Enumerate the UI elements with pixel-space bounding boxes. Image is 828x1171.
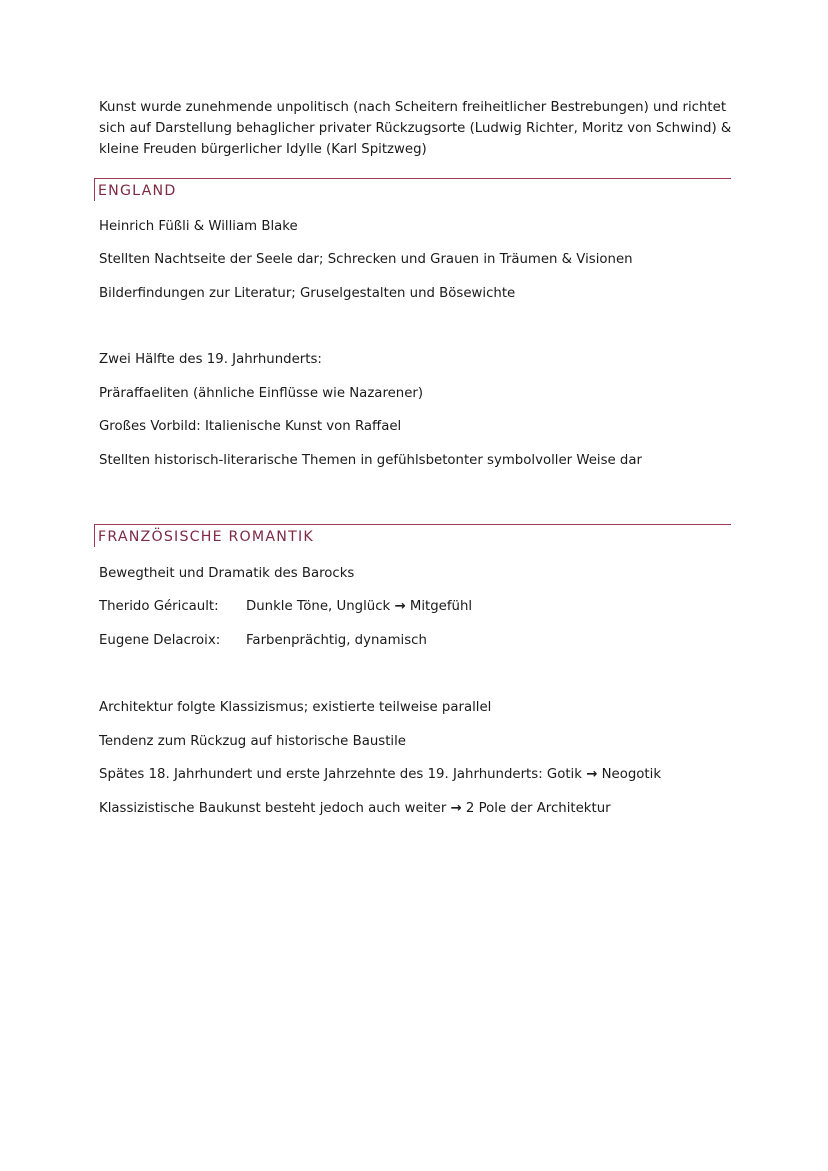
architecture-line-4 [99,800,611,818]
england-line-4: Zwei Hälfte des 19. Jahrhunderts: [99,352,322,367]
architecture-line-2: Tendenz zum Rückzug auf historische Baustile [99,734,406,749]
artist-row-gericault [99,598,472,616]
intro-paragraph: Kunst wurde zunehmende unpolitisch (nach Scheitern freiheitlicher Bestrebungen) und richtet sich auf Darstellung behaglicher privater Rückzugsorte (Ludwig Richter, Moritz von Schwind) & kleine Freuden bürgerlicher Idylle (Karl Spitzweg) [99,100,732,157]
architecture-text-a: Spätes 18. Jahrhundert und erste Jahrzehnte des 19. Jahrhunderts: Gotik [99,767,582,782]
artist-desc-b: Mitgefühl [409,599,473,614]
artist-name: Therido Géricault: [99,599,219,614]
france-heading [94,524,731,547]
england-heading-text: ENGLAND [98,183,177,199]
france-heading-text: FRANZÖSISCHE ROMANTIK [98,529,314,545]
england-heading [94,178,731,201]
england-line-5: Präraffaeliten (ähnliche Einflüsse wie Nazarener) [99,386,424,401]
artist-desc-a: Dunkle Töne, Unglück [246,599,391,614]
arrow-icon: → [450,801,462,816]
england-line-7: Stellten historisch-literarische Themen in gefühlsbetonter symbolvoller Weise dar [99,453,642,468]
arrow-icon: → [394,599,406,614]
england-line-2: Stellten Nachtseite der Seele dar; Schrecken und Grauen in Träumen & Visionen [99,252,633,267]
england-line-1: Heinrich Füßli & William Blake [99,219,298,234]
artist-row-delacroix [99,632,427,650]
france-line-1: Bewegtheit und Dramatik des Barocks [99,566,355,581]
england-line-3: Bilderfindungen zur Literatur; Gruselgestalten und Bösewichte [99,286,516,301]
england-line-6: Großes Vorbild: Italienische Kunst von Raffael [99,419,402,434]
architecture-line-1: Architektur folgte Klassizismus; existierte teilweise parallel [99,700,492,715]
artist-name: Eugene Delacroix: [99,633,221,648]
arrow-icon: → [586,767,598,782]
architecture-text-b: Neogotik [601,767,662,782]
architecture-text-a: Klassizistische Baukunst besteht jedoch auch weiter [99,801,447,816]
architecture-line-3 [99,766,661,784]
artist-desc: Farbenprächtig, dynamisch [246,633,427,648]
architecture-text-b: 2 Pole der Architektur [465,801,611,816]
